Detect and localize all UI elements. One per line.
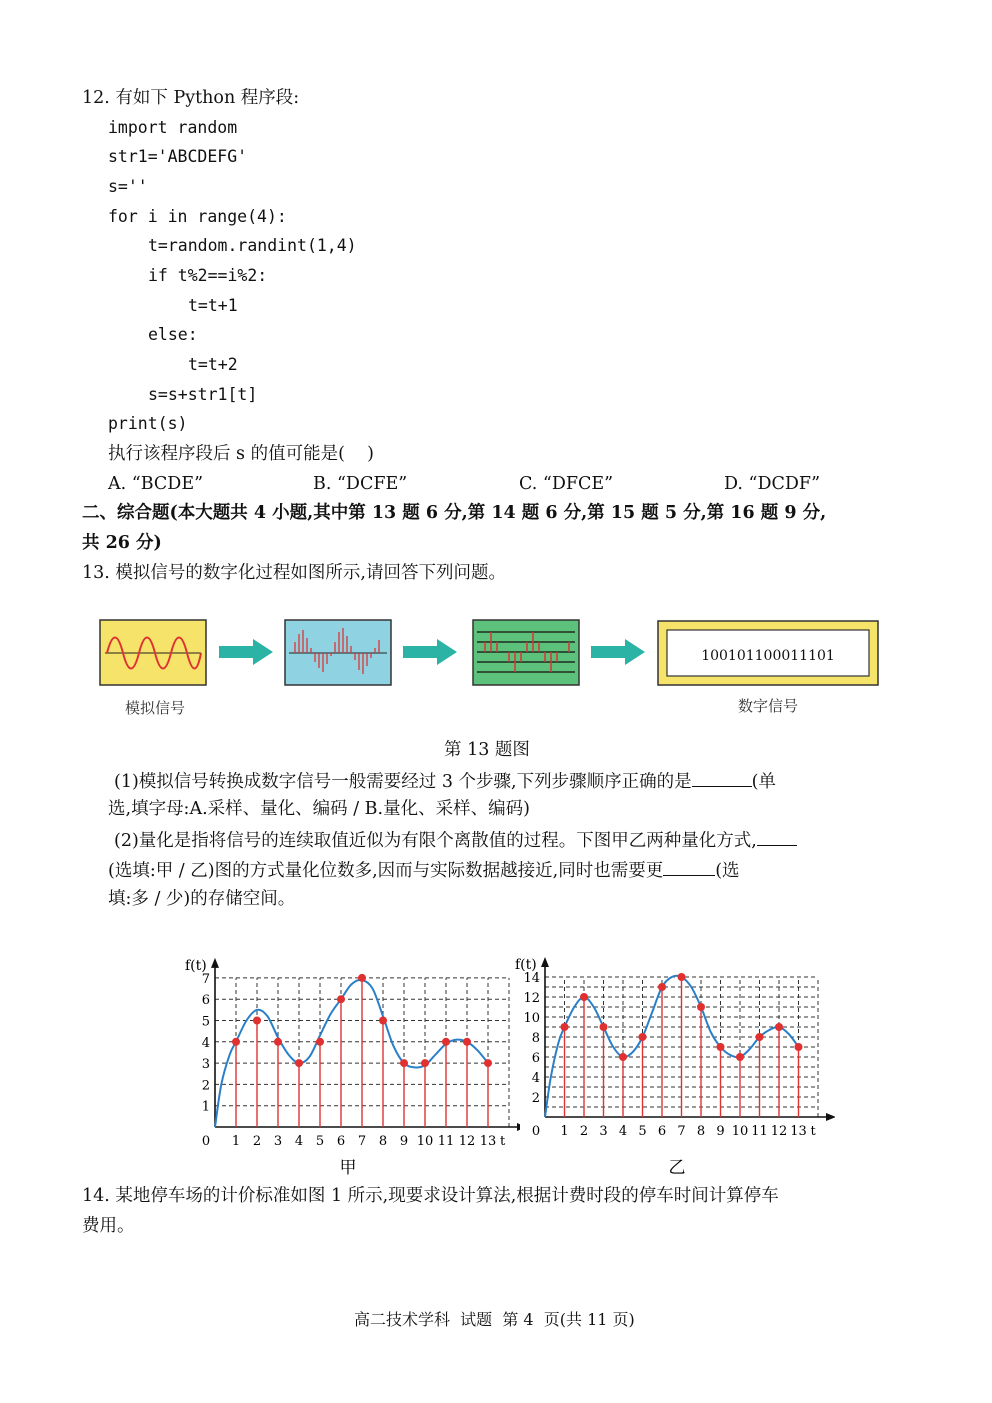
y-tick-label: 2 [201, 1078, 210, 1094]
code-line: t=random.randint(1,4) [148, 236, 357, 255]
code-line: if t%2==i%2: [148, 266, 268, 285]
y-tick-label: 8 [531, 1031, 540, 1046]
x-tick-label: 12 [770, 1124, 788, 1139]
sample-point [337, 995, 345, 1003]
sample-point [697, 1003, 705, 1011]
q13-part1 [114, 768, 776, 794]
x-tick-label: 10 [731, 1124, 749, 1139]
sample-point [561, 1023, 569, 1031]
x-tick-label: 12 [458, 1134, 476, 1149]
option-d: D. “DCDF” [724, 474, 821, 494]
y-tick-label: 2 [531, 1091, 540, 1106]
y-tick-label: 6 [201, 993, 210, 1009]
section-heading: 二、综合题(本大题共 4 小题,其中第 13 题 6 分,第 14 题 6 分,第 15 题 5 分,第 16 题 9 分, [82, 503, 827, 523]
code-line: t=t+2 [188, 355, 238, 374]
q13-part2-end: 填:多 / 少)的存储空间。 [108, 889, 296, 909]
sample-point [484, 1059, 492, 1067]
q13-part1-tail: (单 [751, 772, 776, 792]
chart-title: 乙 [668, 1158, 686, 1178]
code-line: t=t+1 [188, 296, 238, 315]
q12-question: 执行该程序段后 s 的值可能是( ) [108, 444, 375, 464]
answer-blank[interactable] [757, 827, 797, 846]
chart-title: 甲 [339, 1158, 357, 1178]
page-footer: 高二技术学科 试题 第 4 页(共 11 页) [354, 1310, 635, 1329]
digital-label: 数字信号 [737, 697, 799, 715]
q13-part2-text: (2)量化是指将信号的连续取值近似为有限个离散值的过程。下图甲乙两种量化方式, [114, 831, 757, 851]
option-c: C. “DFCE” [519, 474, 614, 494]
arrow-icon [403, 639, 457, 665]
y-tick-label: 6 [531, 1051, 540, 1066]
x-tick-label: 11 [751, 1124, 768, 1139]
x-tick-label: 13 [479, 1134, 497, 1149]
arrow-icon [219, 639, 273, 665]
sample-point [619, 1053, 627, 1061]
q14-stem-cont: 费用。 [82, 1216, 135, 1236]
chart-jia [170, 945, 520, 1180]
x-tick-label: 8 [378, 1134, 388, 1149]
y-axis-arrow-icon [211, 958, 219, 968]
digitization-diagram [95, 612, 895, 722]
x-axis-arrow-icon [826, 1113, 835, 1121]
q13-part1-text: (1)模拟信号转换成数字信号一般需要经过 3 个步骤,下列步骤顺序正确的是 [114, 772, 692, 792]
sample-point [400, 1059, 408, 1067]
y-tick-label: 1 [201, 1099, 210, 1115]
code-line: print(s) [108, 414, 188, 433]
q13-part2-tail: (选 [715, 861, 740, 881]
arrow-icon [591, 639, 645, 665]
sample-point [442, 1038, 450, 1046]
x-tick-label: 3 [273, 1134, 283, 1149]
code-line: s=s+str1[t] [148, 385, 258, 404]
sample-point [274, 1038, 282, 1046]
sample-point [421, 1059, 429, 1067]
x-tick-label: 4 [618, 1124, 628, 1139]
y-axis-label: f(t) [185, 957, 207, 974]
sample-point [232, 1038, 240, 1046]
x-tick-label: 5 [638, 1124, 647, 1139]
option-a: A. “BCDE” [108, 474, 204, 494]
q13-part2 [114, 827, 797, 853]
x-tick-label: 9 [716, 1124, 725, 1139]
x-tick-label: 7 [677, 1124, 686, 1139]
sample-point [678, 973, 686, 981]
chart-yi [505, 945, 835, 1180]
code-line: import random [108, 118, 238, 137]
q13-stem: 13. 模拟信号的数字化过程如图所示,请回答下列问题。 [82, 563, 506, 583]
x-tick-label: 13 [790, 1124, 807, 1139]
sample-point [756, 1033, 764, 1041]
sample-point [736, 1053, 744, 1061]
y-tick-label: 3 [201, 1057, 210, 1073]
q13-part2-text-b: (选填:甲 / 乙)图的方式量化位数多,因而与实际数据越接近,同时也需要更 [108, 861, 664, 881]
x-tick-label: 6 [336, 1134, 346, 1149]
x-tick-label: 5 [315, 1134, 325, 1149]
sample-point [717, 1043, 725, 1051]
x-tick-label: 2 [252, 1134, 262, 1149]
y-axis-arrow-icon [541, 957, 549, 967]
sample-point [379, 1017, 387, 1025]
x-tick-label: 2 [579, 1124, 589, 1139]
q14-stem: 14. 某地停车场的计价标准如图 1 所示,现要求设计算法,根据计费时段的停车时间计算停车 [82, 1186, 779, 1206]
x-tick-label: 0 [531, 1124, 541, 1139]
y-tick-label: 10 [523, 1011, 540, 1026]
code-line: s='' [108, 177, 148, 196]
sample-point [358, 974, 366, 982]
sample-point [463, 1038, 471, 1046]
binary-code: 100101100011101 [701, 648, 835, 664]
x-tick-label: 1 [231, 1134, 241, 1149]
y-tick-label: 4 [531, 1071, 540, 1086]
x-tick-label: 0 [201, 1134, 211, 1149]
analog-label: 模拟信号 [124, 699, 186, 717]
sample-point [316, 1038, 324, 1046]
x-tick-label: 7 [357, 1134, 367, 1149]
code-line: str1='ABCDEFG' [108, 147, 248, 166]
x-tick-label: 4 [294, 1134, 304, 1149]
x-tick-label: 3 [599, 1124, 608, 1139]
q12-stem: 12. 有如下 Python 程序段: [82, 88, 300, 108]
x-tick-label: 10 [416, 1134, 434, 1149]
option-b: B. “DCFE” [313, 474, 408, 494]
signal-curve [215, 980, 488, 1127]
answer-blank[interactable] [692, 768, 752, 787]
y-tick-label: 14 [523, 971, 540, 986]
y-axis-label: f(t) [515, 957, 537, 973]
x-tick-label: 1 [560, 1124, 569, 1139]
sample-point [580, 993, 588, 1001]
sample-point [775, 1023, 783, 1031]
code-line: else: [148, 325, 198, 344]
sample-point [639, 1033, 647, 1041]
x-tick-label: 6 [657, 1124, 667, 1139]
section-heading-cont: 共 26 分) [82, 533, 162, 553]
x-tick-label: 9 [399, 1134, 409, 1149]
sample-point [295, 1059, 303, 1067]
answer-blank[interactable] [663, 857, 715, 876]
x-tick-label: 8 [696, 1124, 706, 1139]
q13-part2-cont [108, 857, 740, 883]
y-tick-label: 4 [201, 1035, 210, 1051]
x-axis-label: t [810, 1124, 816, 1139]
code-line: for i in range(4): [108, 207, 287, 226]
x-tick-label: 11 [437, 1134, 455, 1149]
y-tick-label: 5 [201, 1014, 210, 1030]
sample-point [253, 1017, 261, 1025]
figure-caption: 第 13 题图 [444, 740, 530, 760]
y-tick-label: 12 [523, 991, 540, 1006]
q13-part1-cont: 选,填字母:A.采样、量化、编码 / B.量化、采样、编码) [108, 799, 530, 819]
sample-point [600, 1023, 608, 1031]
y-tick-label: 7 [201, 971, 210, 987]
sample-point [795, 1043, 803, 1051]
sample-point [658, 983, 666, 991]
x-axis-label: t [500, 1134, 506, 1149]
